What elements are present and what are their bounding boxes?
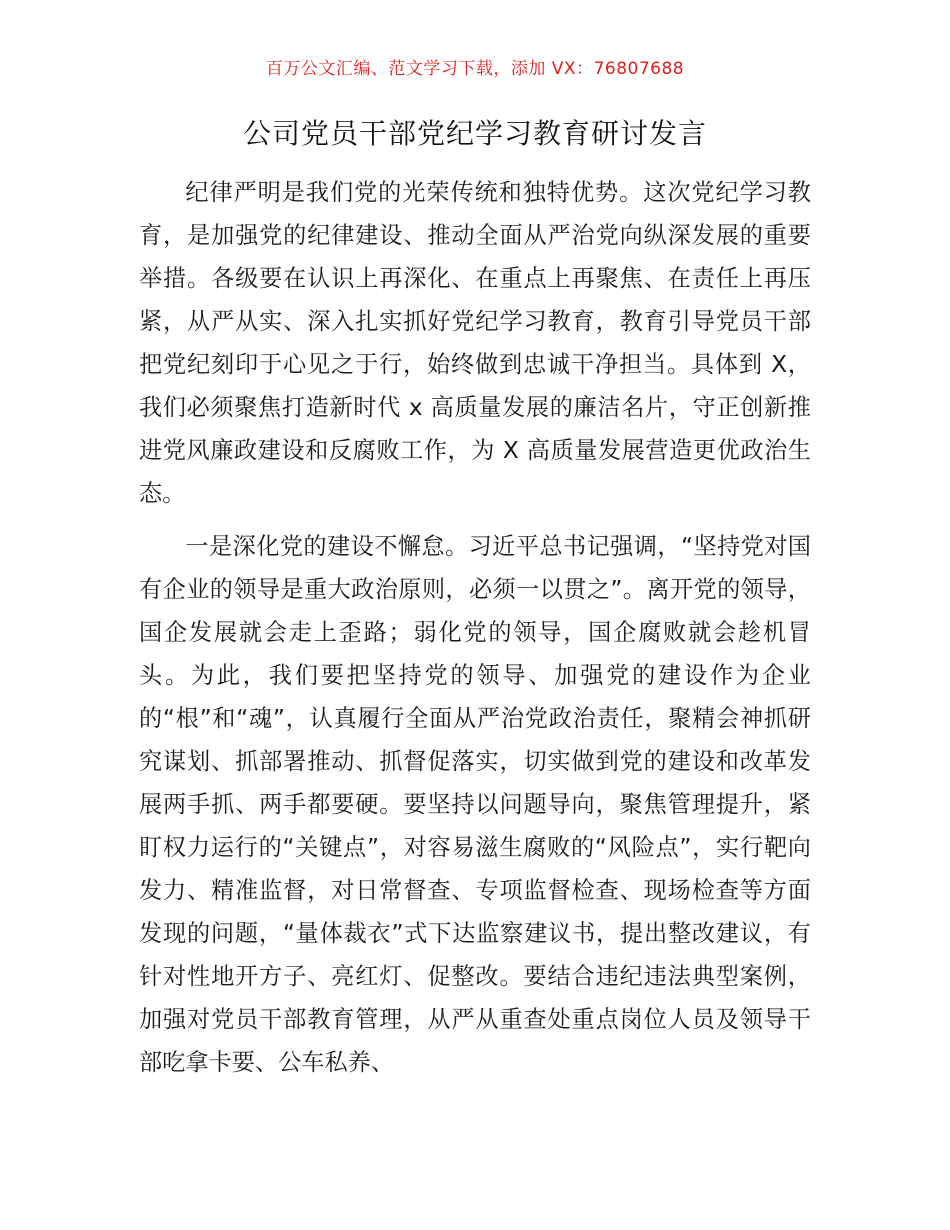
document-title: 公司党员干部党纪学习教育研讨发言 bbox=[242, 117, 707, 150]
watermark-header: 百万公文汇编、范文学习下载，添加 VX：76807688 bbox=[265, 59, 685, 79]
document-body bbox=[139, 171, 811, 1084]
paragraph-2: 一是深化党的建设不懈怠。习近平总书记强调，“坚持党对国有企业的领导是重大政治原则，必须一以贯之”。离开党的领导，国企发展就会走上歪路；弱化党的领导，国企腐败就会趁机冒头。为此，我们要把坚持党的领导、加强党的建设作为企业的“根”和“魂”，认真履行全面从严治党政治责任，聚精会神抓研究谋划、抓部署推动、抓督促落实，切实做到党的建设和改革发展两手抓、两手都要硬。要坚持以问题导向，聚焦管理提升，紧盯权力运行的“关键点”，对容易滋生腐败的“风险点”，实行靶向发力、精准监督，对日常督查、专项监督检查、现场检查等方面发现的问题，“量体裁衣”式下达监察建议书，提出整改建议，有针对性地开方子、亮红灯、促整改。要结合违纪违法典型案例，加强对党员干部教育管理，从严从重查处重点岗位人员及领导干部吃拿卡要、公车私养、 bbox=[139, 533, 811, 1076]
paragraph-1: 纪律严明是我们党的光荣传统和独特优势。这次党纪学习教育，是加强党的纪律建设、推动全面从严治党向纵深发展的重要举措。各级要在认识上再深化、在重点上再聚焦、在责任上再压紧，从严从实、深入扎实抓好党纪学习教育，教育引导党员干部把党纪刻印于心见之于行，始终做到忠诚干净担当。具体到 X，我们必须聚焦打造新时代 x 高质量发展的廉洁名片，守正创新推进党风廉政建设和反腐败工作，为 X 高质量发展营造更优政治生态。 bbox=[139, 179, 811, 507]
